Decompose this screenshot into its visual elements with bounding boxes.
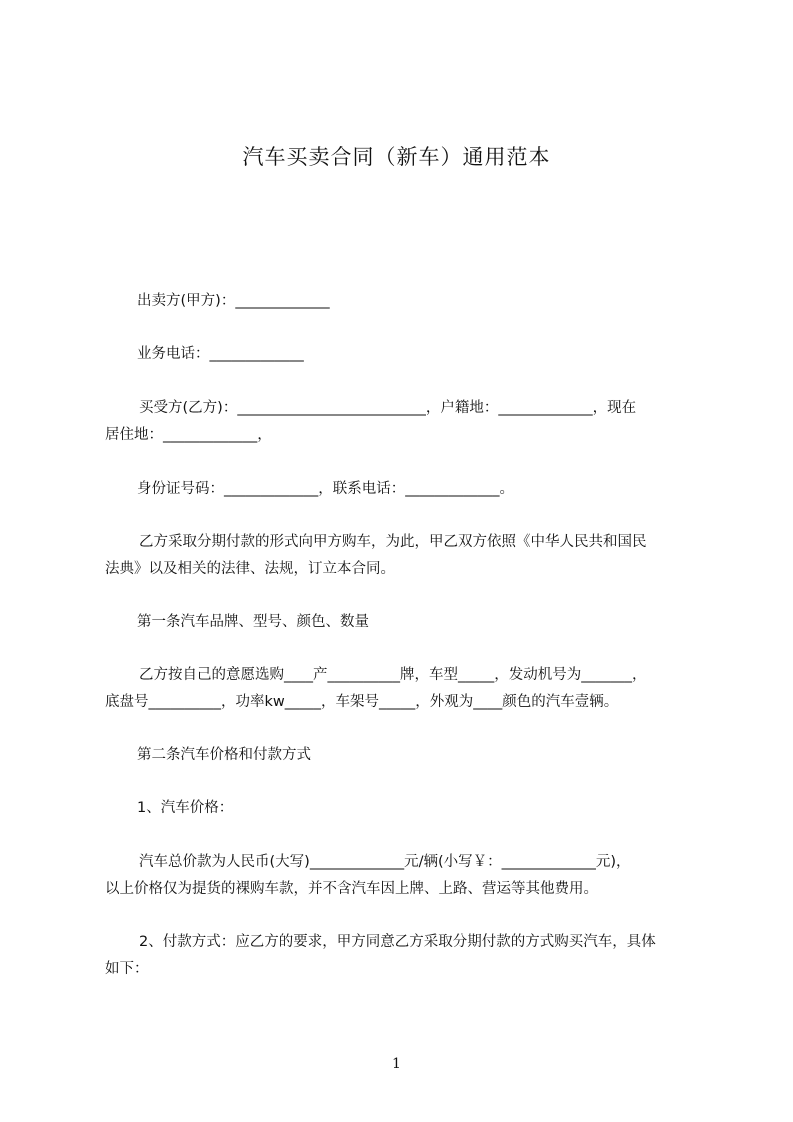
intro-line-1: 乙方采取分期付款的形式向甲方购车，为此，甲乙双方依照《中华人民共和国民 (139, 534, 647, 550)
article1-line-1: 乙方按自己的意愿选购____产__________牌，车型_____，发动机号为_______， (139, 667, 647, 683)
payment-line-2: 如下： (105, 961, 149, 977)
business-phone-line: 业务电话：_____________ (137, 346, 304, 362)
buyer-line-2: 居住地：_____________， (105, 427, 272, 443)
price-heading: 1、汽车价格： (137, 800, 234, 816)
article1-heading: 第一条汽车品牌、型号、颜色、数量 (137, 614, 369, 630)
buyer-line-1: 买受方(乙方)：__________________________，户籍地：_____________，现在 (139, 400, 637, 416)
payment-line-1: 2、付款方式：应乙方的要求，甲方同意乙方采取分期付款的方式购买汽车，具体 (139, 934, 656, 950)
seller-line: 出卖方(甲方)：_____________ (137, 293, 330, 309)
id-line: 身份证号码：_____________，联系电话：_____________。 (137, 481, 514, 497)
article2-heading: 第二条汽车价格和付款方式 (137, 747, 311, 763)
price-line-1: 汽车总价款为人民币(大写)_____________元/辆(小写￥：_____________元)， (139, 854, 631, 870)
page-number: 1 (392, 1056, 401, 1072)
page-title: 汽车买卖合同（新车）通用范本 (242, 145, 551, 169)
price-line-2: 以上价格仅为提货的裸购车款，并不含汽车因上牌、上路、营运等其他费用。 (105, 881, 598, 897)
article1-line-2: 底盘号__________，功率kw_____，车架号_____，外观为____颜色的汽车壹辆。 (105, 694, 619, 710)
intro-line-2: 法典》以及相关的法律、法规，订立本合同。 (105, 561, 395, 577)
